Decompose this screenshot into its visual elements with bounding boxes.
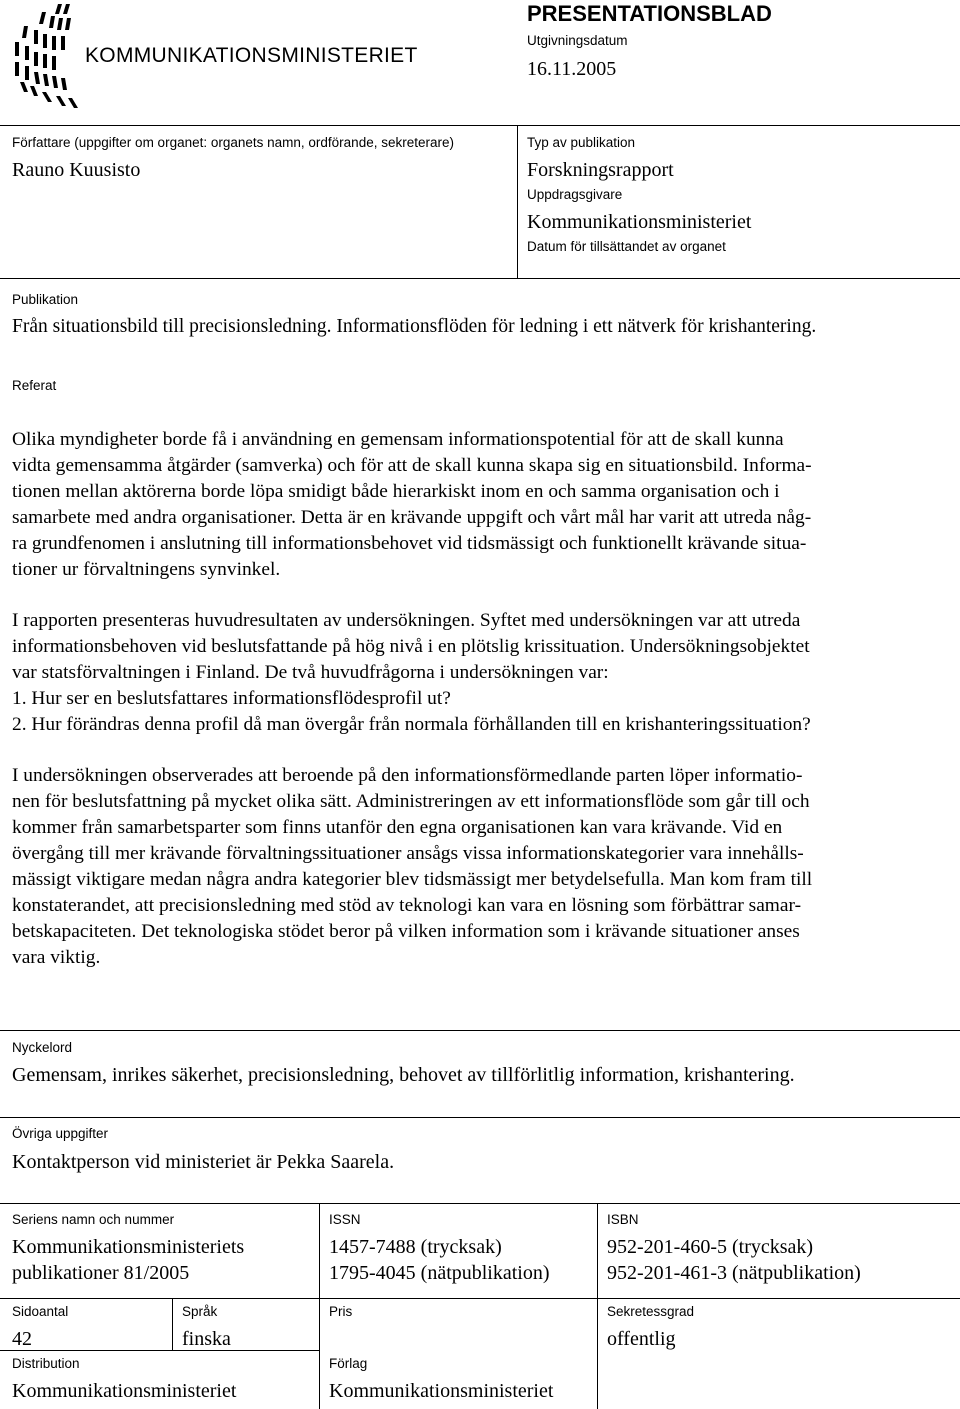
isbn-value-line-2: 952-201-461-3 (nätpublikation): [607, 1262, 861, 1284]
abstract-line: informationsbehoven vid beslutsfattande på hög nivå i en plötslig krissituation. Undersökningsobjektet: [12, 636, 810, 657]
abstract-label: Referat: [12, 378, 57, 393]
footer-column-divider-1: [319, 1203, 320, 1409]
top-divider: [0, 125, 960, 126]
pages-value: 42: [12, 1328, 32, 1350]
keywords-value: Gemensam, inrikes säkerhet, precisionsledning, behovet av tillförlitlig information, krishantering.: [12, 1064, 795, 1086]
other-info-label: Övriga uppgifter: [12, 1126, 109, 1141]
language-label: Språk: [182, 1304, 218, 1319]
footer-middle-divider: [0, 1298, 960, 1299]
keywords-label: Nyckelord: [12, 1040, 73, 1055]
abstract-line: konstaterandet, att precisionsledning med stöd av teknologi kan vara en lösning som förbättrar samar-: [12, 895, 802, 916]
other-info-divider: [0, 1117, 960, 1118]
footer-top-divider: [0, 1203, 960, 1204]
document-title: PRESENTATIONSBLAD: [527, 1, 772, 26]
publication-type-value: Forskningsrapport: [527, 159, 674, 181]
abstract-line: samarbete med andra organisationer. Detta är en krävande uppgift och vårt mål har varit att utreda någ-: [12, 507, 812, 528]
abstract-line: nen för beslutsfattning på mycket olika sätt. Administreringen av ett informationsflöde som går till och: [12, 791, 810, 812]
abstract-line: tioner ur förvaltningens synvinkel.: [12, 559, 281, 580]
secrecy-label: Sekretessgrad: [607, 1304, 695, 1319]
publication-date-label: Utgivningsdatum: [527, 33, 628, 48]
abstract-line: var statsförvaltningen i Finland. De två huvudfrågorna i undersökningen var:: [12, 662, 609, 683]
ministry-logo-text: KOMMUNIKATIONSMINISTERIET: [85, 44, 418, 67]
abstract-paragraph-1: [12, 427, 812, 583]
secrecy-value: offentlig: [607, 1328, 676, 1350]
publication-title: Från situationsbild till precisionsledning. Informationsflöden för ledning i ett nätverk för krishantering.: [12, 316, 817, 337]
distribution-value: Kommunikationsministeriet: [12, 1380, 237, 1402]
abstract-line: 2. Hur förändras denna profil då man övergår från normala förhållanden till en krishanteringssituation?: [12, 714, 811, 735]
publisher-label: Förlag: [329, 1356, 368, 1371]
commissioner-label: Uppdragsgivare: [527, 187, 623, 202]
author-value: Rauno Kuusisto: [12, 159, 141, 181]
footer-column-divider-3: [172, 1298, 173, 1350]
abstract-line: övergång till mer krävande förvaltningssituationer ansågs vissa informationskategorier vara innehålls-: [12, 843, 804, 864]
publication-label: Publikation: [12, 292, 79, 307]
series-value-line-2: publikationer 81/2005: [12, 1262, 190, 1284]
author-label: Författare (uppgifter om organet: organets namn, ordförande, sekreterare): [12, 135, 454, 150]
publication-divider: [0, 278, 960, 279]
publication-date-value: 16.11.2005: [527, 58, 617, 80]
language-value: finska: [182, 1328, 231, 1350]
abstract-line: mässigt viktigare medan några andra kategorier blev tidsmässigt mer betydelsefulla. Man kom fram till: [12, 869, 813, 890]
price-label: Pris: [329, 1304, 353, 1319]
appointed-date-label: Datum för tillsättandet av organet: [527, 239, 726, 254]
isbn-value-line-1: 952-201-460-5 (trycksak): [607, 1236, 814, 1258]
abstract-line: I rapporten presenteras huvudresultaten av undersökningen. Syftet med undersökningen var att utreda: [12, 610, 801, 631]
series-label: Seriens namn och nummer: [12, 1212, 175, 1227]
publication-type-label: Typ av publikation: [527, 135, 636, 150]
keywords-divider: [0, 1030, 960, 1031]
abstract-line: betskapaciteten. Det teknologiska stödet beror på vilken information som i krävande situationer anses: [12, 921, 800, 942]
footer-column-divider-2: [597, 1203, 598, 1409]
abstract-line: vara viktig.: [12, 947, 101, 968]
other-info-value: Kontaktperson vid ministeriet är Pekka Saarela.: [12, 1151, 395, 1173]
isbn-label: ISBN: [607, 1212, 639, 1227]
footer-left-divider: [0, 1350, 320, 1351]
pages-label: Sidoantal: [12, 1304, 69, 1319]
abstract-line: tionen mellan aktörerna borde löpa smidigt både hierarkiskt inom en och samma organisation och i: [12, 481, 780, 502]
ministry-emblem-icon: [12, 2, 82, 112]
publisher-value: Kommunikationsministeriet: [329, 1380, 554, 1402]
abstract-line: vidta gemensamma åtgärder (samverka) och för att de skall kunna skapa sig en situationsbild. Informa-: [12, 455, 812, 476]
abstract-line: I undersökningen observerades att beroende på den informationsförmedlande parten löper informatio-: [12, 765, 803, 786]
distribution-label: Distribution: [12, 1356, 80, 1371]
abstract-line: ra grundfenomen i anslutning till informationsbehovet vid tidsmässigt och funktionellt krävande situa-: [12, 533, 807, 554]
abstract-paragraph-2: [12, 608, 811, 738]
info-column-divider: [517, 125, 518, 278]
abstract-line: 1. Hur ser en beslutsfattares informationsflödesprofil ut?: [12, 688, 451, 709]
abstract-paragraph-3: [12, 763, 812, 971]
issn-label: ISSN: [329, 1212, 361, 1227]
commissioner-value: Kommunikationsministeriet: [527, 211, 752, 233]
abstract-line: Olika myndigheter borde få i användning en gemensam informationspotential för att de skall kunna: [12, 429, 784, 450]
issn-value-line-1: 1457-7488 (trycksak): [329, 1236, 502, 1258]
abstract-line: kommer från samarbetsparter som finns utanför den egna organisationen kan vara krävande. Vid en: [12, 817, 783, 838]
issn-value-line-2: 1795-4045 (nätpublikation): [329, 1262, 550, 1284]
series-value-line-1: Kommunikationsministeriets: [12, 1236, 245, 1258]
